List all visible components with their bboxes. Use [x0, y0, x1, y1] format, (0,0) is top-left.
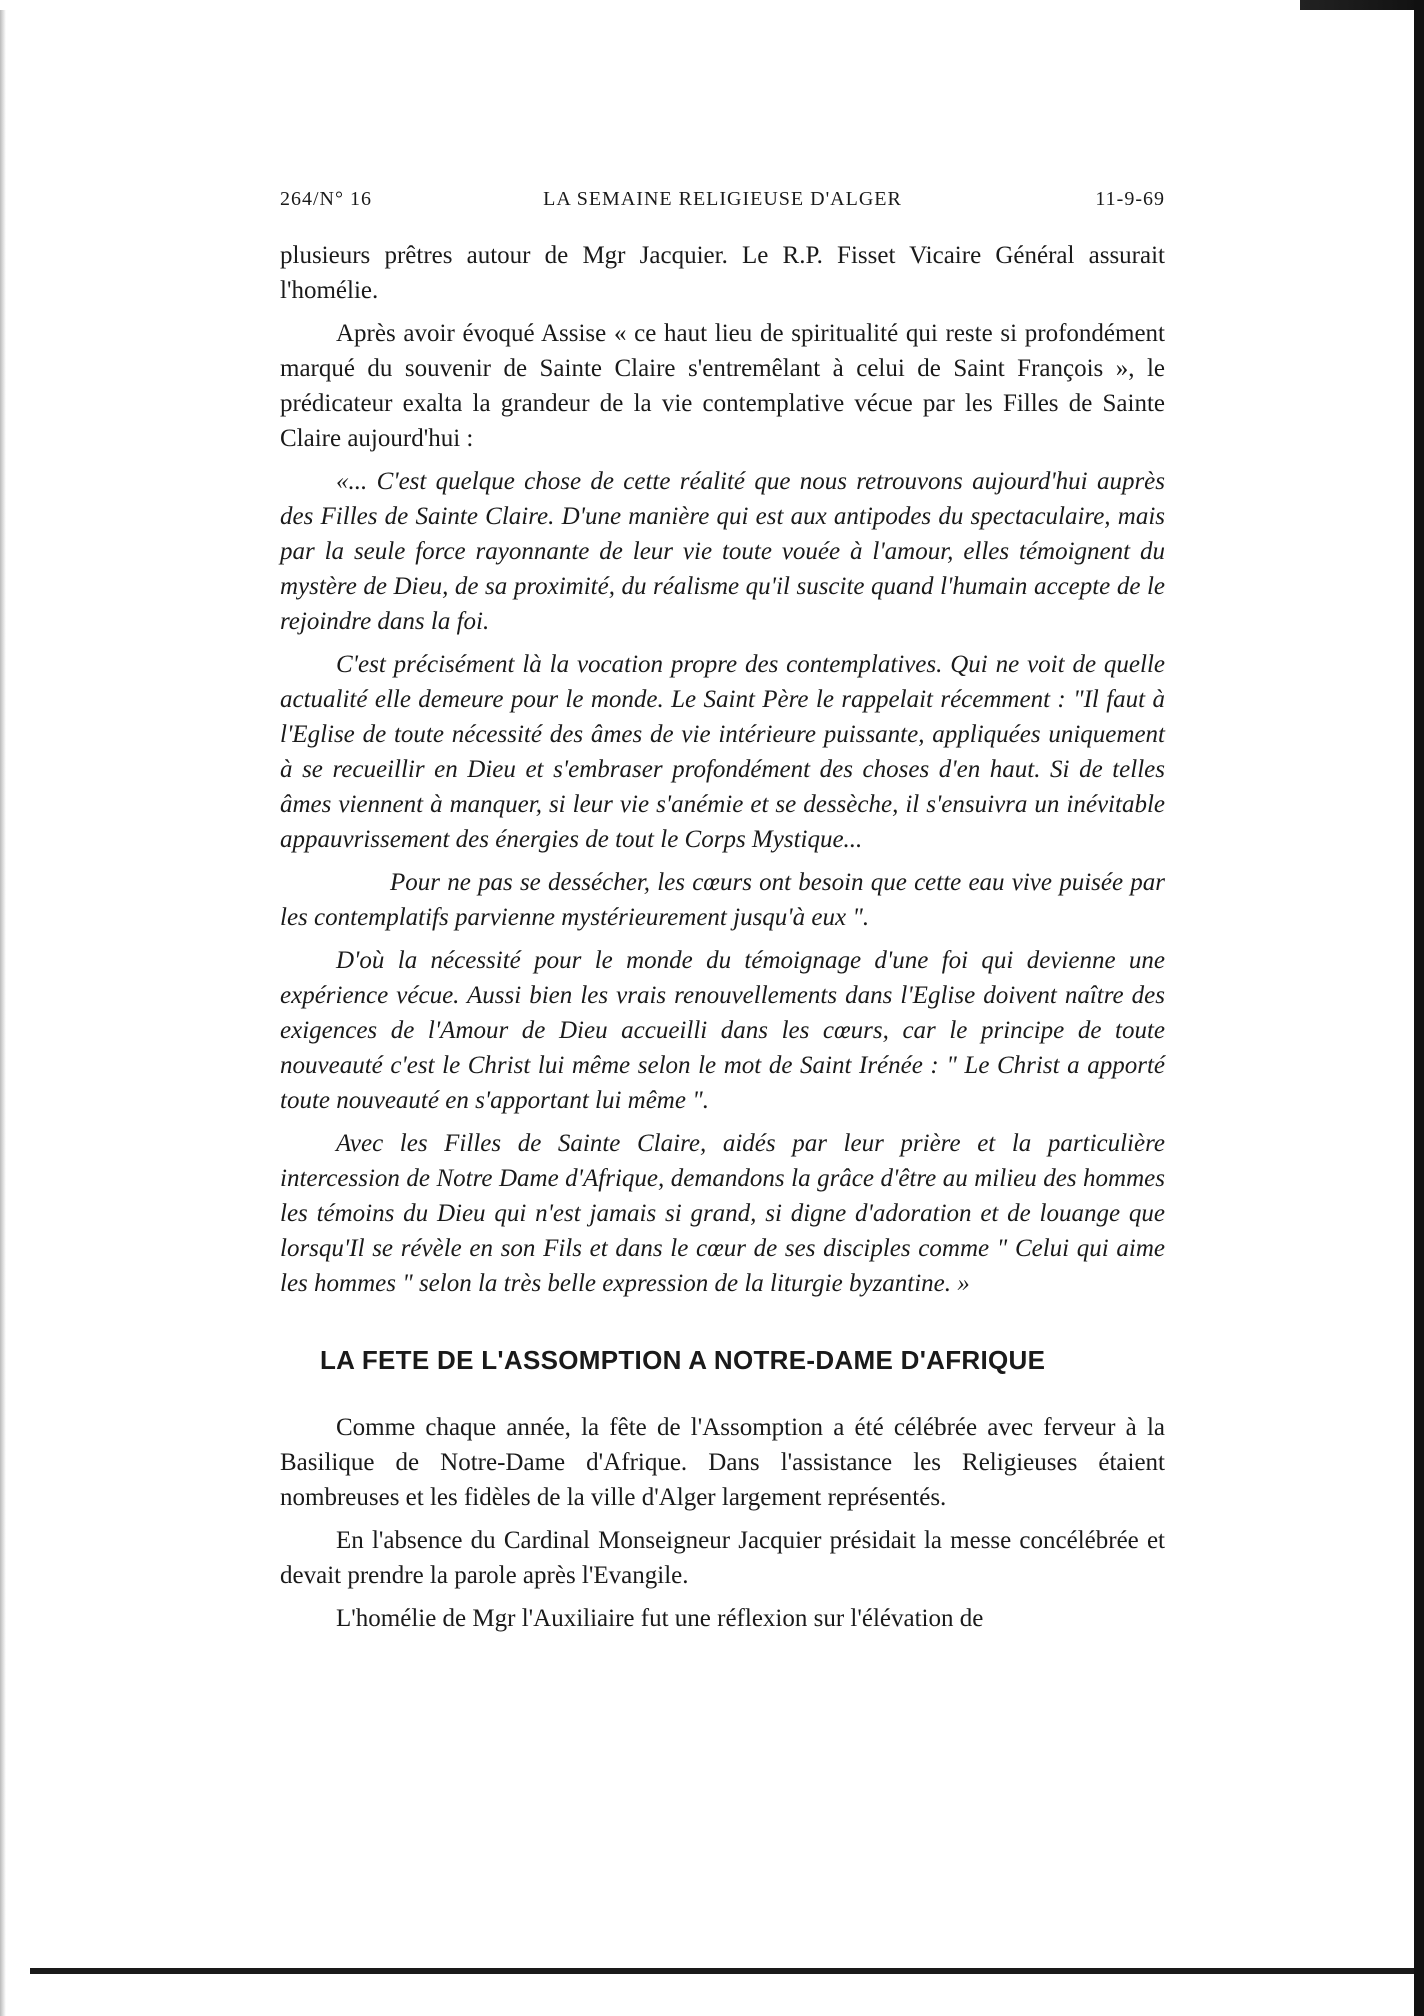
scan-top-border — [0, 0, 1424, 10]
quote-paragraph: D'où la nécessité pour le monde du témoignage d'une foi qui devienne une expérience vécue. Aussi bien les vrais renouvellements dans l'Eglise doivent naître des exigences de l'Amour de Dieu accueilli dans les cœurs, car le principe de toute nouveauté c'est le Christ lui même selon le mot de Saint Irénée : " Le Christ a apporté toute nouveauté en s'apportant lui même ". — [280, 947, 1165, 1114]
quote-paragraph: C'est précisément là la vocation propre des contemplatives. Qui ne voit de quelle actualité elle demeure pour le monde. Le Saint Père le rappelait récemment : "Il faut à l'Eglise de toute nécessité des âmes de vie intérieure puissante, appliquées uniquement à se recueillir en Dieu et s'embraser profondément des choses d'en haut. Si de telles âmes viennent à manquer, si leur vie s'anémie et se dessèche, il s'ensuivra un inévitable appauvrissement des énergies de tout le Corps Mystique... — [280, 651, 1165, 853]
quote-paragraph: «... C'est quelque chose de cette réalité que nous retrouvons aujourd'hui auprès des Filles de Sainte Claire. D'une manière qui est aux antipodes du spectaculaire, mais par la seule force rayonnante de leur vie toute vouée à l'amour, elles témoignent du mystère de Dieu, de sa proximité, du réalisme qu'il suscite quand l'humain accepte de le rejoindre dans la foi. — [280, 468, 1165, 635]
scan-bottom-border — [30, 1968, 1414, 1974]
paragraph: Après avoir évoqué Assise « ce haut lieu de spiritualité qui reste si profondément marqué du souvenir de Sainte Claire s'entremêlant à celui de Saint François », le prédicateur exalta la grandeur de la vie contemplative vécue par les Filles de Sainte Claire aujourd'hui : — [280, 320, 1165, 452]
paragraph: En l'absence du Cardinal Monseigneur Jacquier présidait la messe concélébrée et devait prendre la parole après l'Evangile. — [280, 1527, 1165, 1589]
publication-title: LA SEMAINE RELIGIEUSE D'ALGER — [543, 188, 902, 210]
quote-paragraph: Pour ne pas se dessécher, les cœurs ont besoin que cette eau vive puisée par les contemplatifs parvienne mystérieurement jusqu'à eux ". — [280, 869, 1165, 931]
section-heading: LA FETE DE L'ASSOMPTION A NOTRE-DAME D'AFRIQUE — [320, 1345, 1046, 1375]
running-header — [280, 180, 1165, 220]
page-content — [280, 180, 1165, 1636]
scan-left-edge — [0, 0, 6, 2016]
scan-right-border — [1414, 0, 1424, 2016]
paragraph: plusieurs prêtres autour de Mgr Jacquier. Le R.P. Fisset Vicaire Général assurait l'homélie. — [280, 242, 1165, 304]
issue-date: 11-9-69 — [1095, 188, 1165, 210]
paragraph: Comme chaque année, la fête de l'Assomption a été célébrée avec ferveur à la Basilique de Notre-Dame d'Afrique. Dans l'assistance les Religieuses étaient nombreuses et les fidèles de la ville d'Alger largement représentés. — [280, 1414, 1165, 1511]
quote-paragraph: Avec les Filles de Sainte Claire, aidés par leur prière et la particulière intercession de Notre Dame d'Afrique, demandons la grâce d'être au milieu des hommes les témoins du Dieu qui n'est jamais si grand, si digne d'adoration et de louange que lorsqu'Il se révèle en son Fils et dans le cœur de ses disciples comme " Celui qui aime les hommes " selon la très belle expression de la liturgie byzantine. » — [280, 1130, 1165, 1297]
page-number: 264/N° 16 — [280, 188, 372, 210]
paragraph: L'homélie de Mgr l'Auxiliaire fut une réflexion sur l'élévation de — [336, 1605, 984, 1632]
